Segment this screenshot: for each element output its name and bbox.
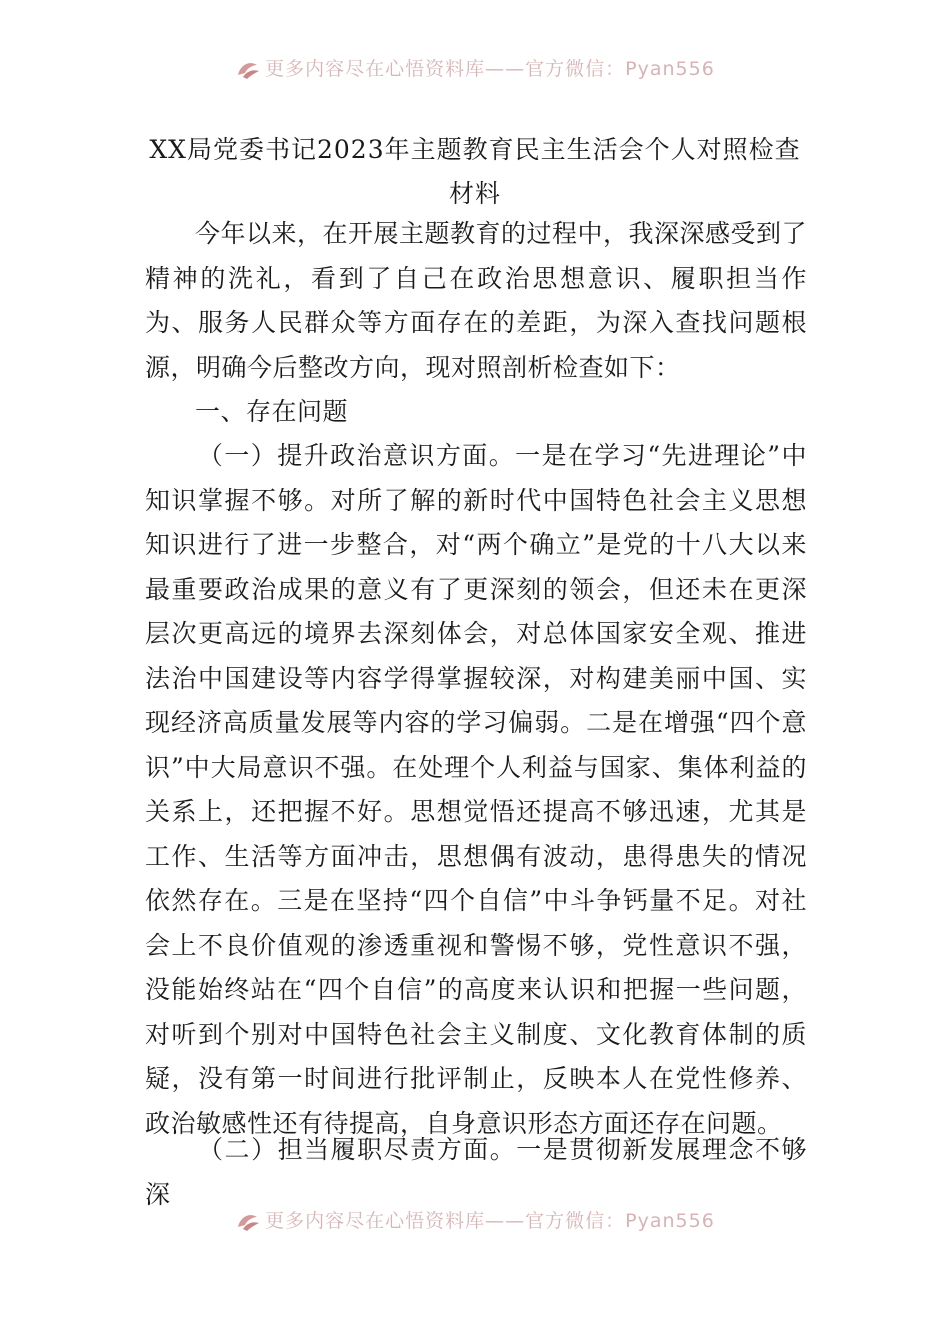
watermark-footer [0,1206,950,1236]
subsection-2-text: （二）担当履职尽责方面。一是贯彻新发展理念不够深 [145,1135,807,1209]
section-heading [145,390,807,435]
watermark-header [0,54,950,84]
intro-paragraph [145,212,807,390]
watermark-text: 更多内容尽在心悟资料库——官方微信：Pyan556 [265,1210,715,1232]
subsection-2-paragraph [145,1128,807,1217]
document-title: XX局党委书记2023年主题教育民主生活会个人对照检查材料 [149,135,801,208]
subsection-1-paragraph [145,434,807,1146]
logo-icon [235,1211,261,1233]
subsection-1-text: （一）提升政治意识方面。一是在学习“先进理论”中知识掌握不够。对所了解的新时代中国特色社会主义思想知识进行了进一步整合，对“两个确立”是党的十八大以来最重要政治成果的意义有了更深刻的领会，但还未在更深层次更高远的境界去深刻体会，对总体国家安全观、推进法治中国建设等内容学得掌握较深，对构建美丽中国、实现经济高质量发展等内容的学习偏弱。二是在增强“四个意识”中大局意识不强。在处理个人利益与国家、集体利益的关系上，还把握不好。思想觉悟还提高不够迅速，尤其是工作、生活等方面冲击，思想偶有波动，患得患失的情况依然存在。三是在坚持“四个自信”中斗争钙量不足。对社会上不良价值观的渗透重视和警惕不够，党性意识不强，没能始终站在“四个自信”的高度来认识和把握一些问题，对听到个别对中国特色社会主义制度、文化教育体制的质疑，没有第一时间进行批评制止，反映本人在党性修养、政治敏感性还有待提高，自身意识形态方面还存在问题。 [145,441,807,1138]
intro-text: 今年以来，在开展主题教育的过程中，我深深感受到了精神的洗礼，看到了自己在政治思想意识、履职担当作为、服务人民群众等方面存在的差距，为深入查找问题根源，明确今后整改方向，现对照剖析检查如下： [145,219,808,382]
watermark-text: 更多内容尽在心悟资料库——官方微信：Pyan556 [265,58,715,80]
logo-icon [235,59,261,81]
section-heading-text: 一、存在问题 [195,397,349,426]
